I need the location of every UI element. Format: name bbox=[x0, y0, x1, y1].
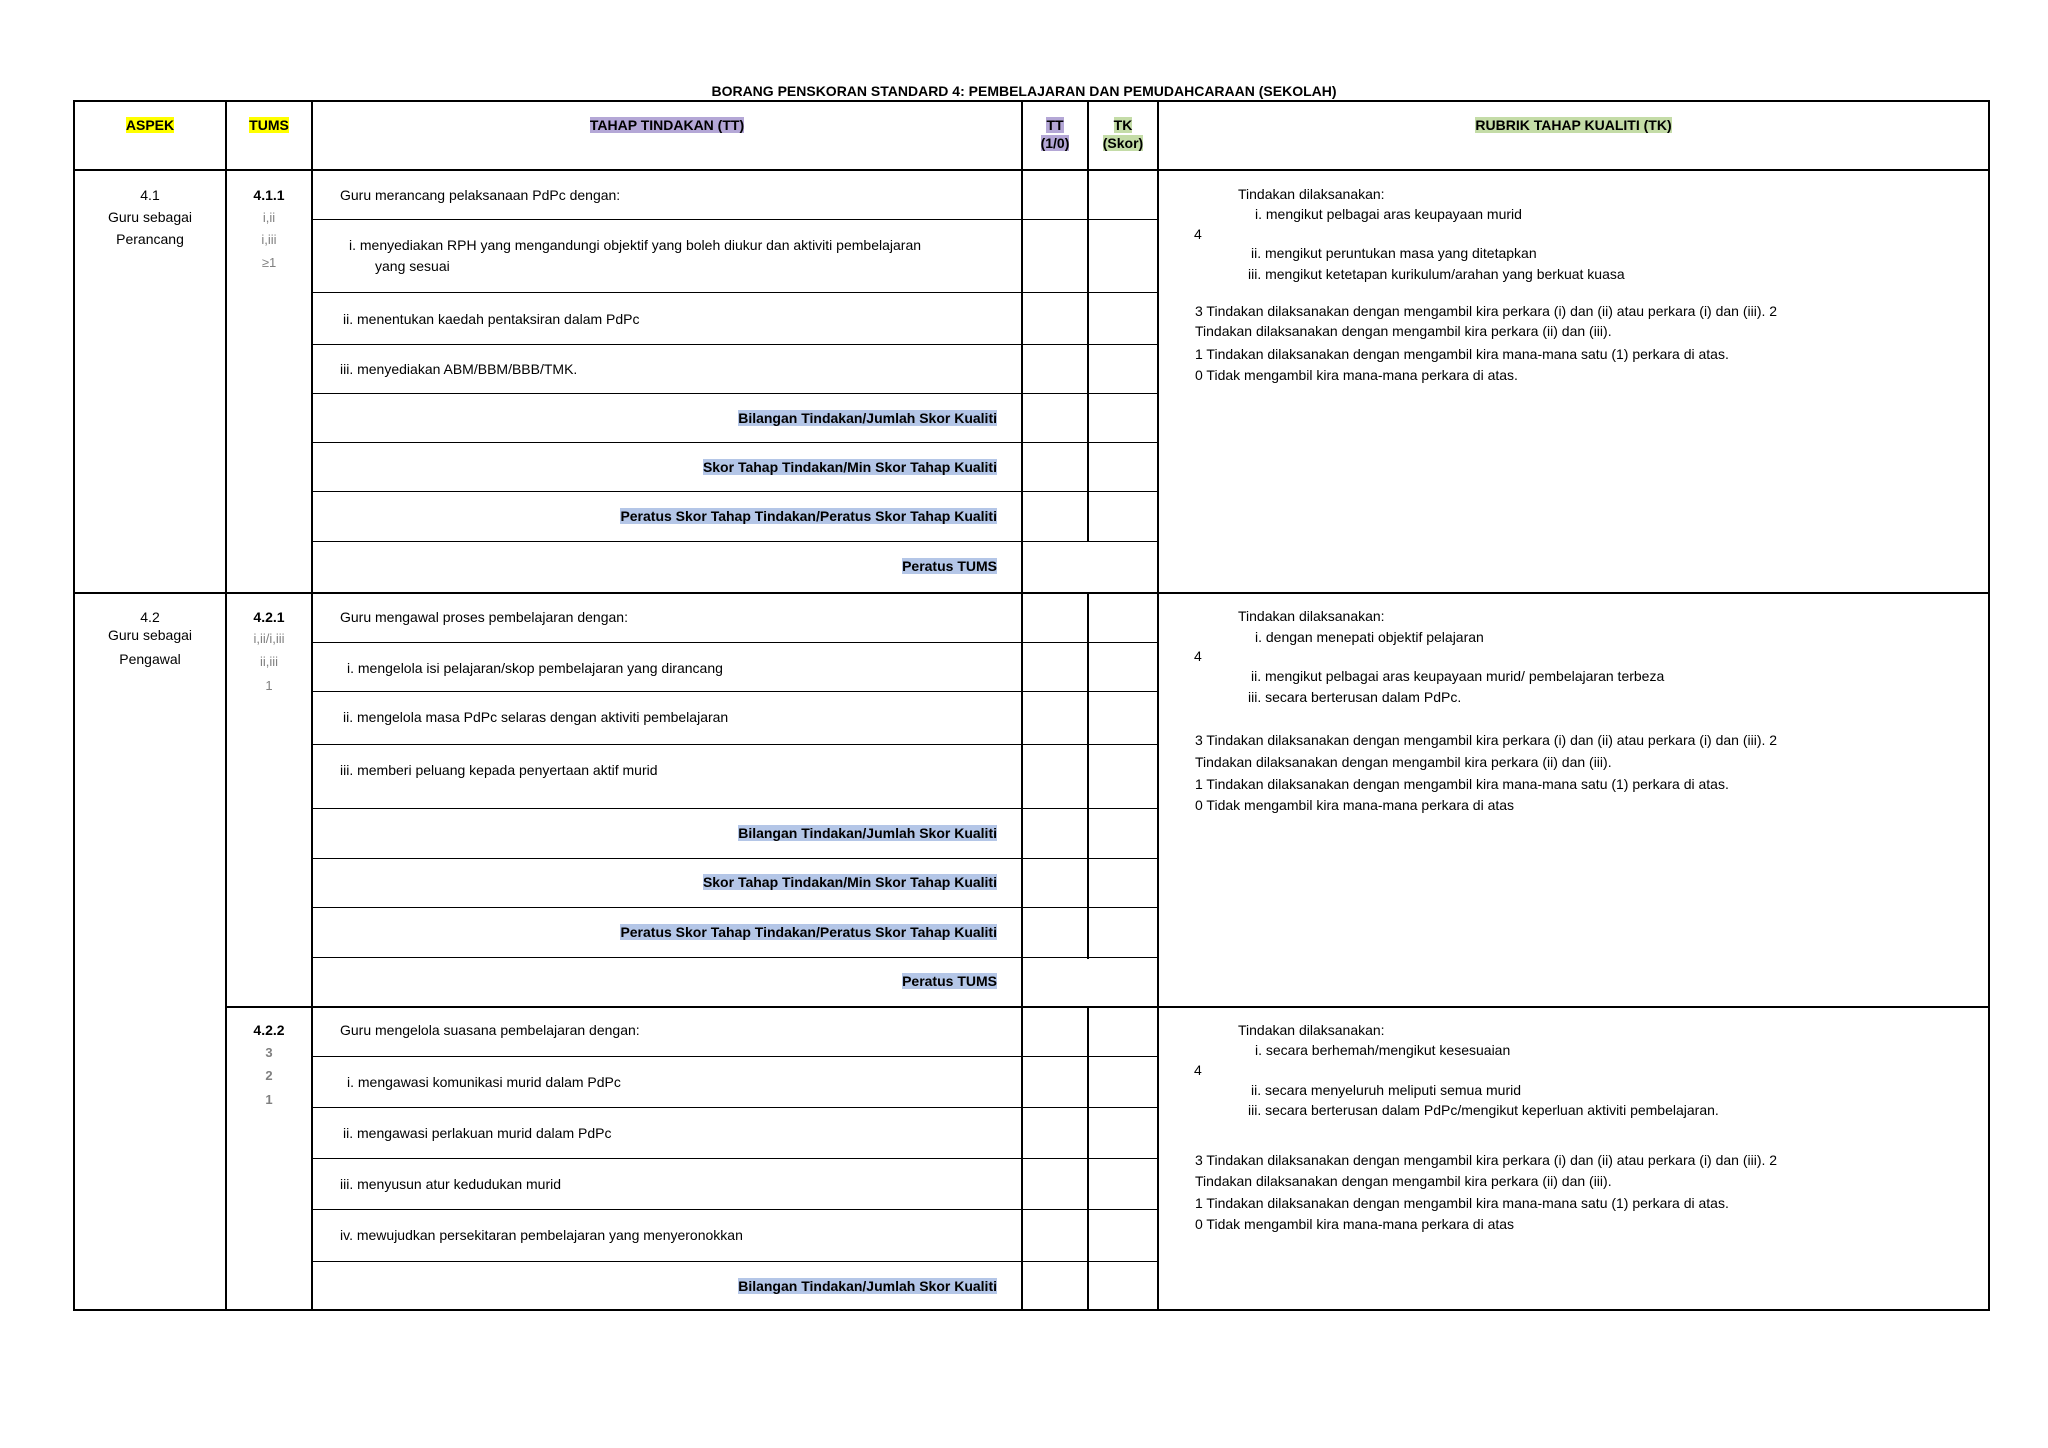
summary-peratus-tums: Peratus TUMS bbox=[902, 558, 997, 574]
tums-criteria: i,ii/i,iii bbox=[253, 631, 285, 646]
action-intro: Guru merancang pelaksanaan PdPc dengan: bbox=[340, 187, 621, 203]
action-intro: Guru mengawal proses pembelajaran dengan: bbox=[340, 609, 628, 625]
summary-peratus: Peratus Skor Tahap Tindakan/Peratus Skor Tahap Kualiti bbox=[620, 508, 997, 524]
header-tums: TUMS bbox=[249, 117, 289, 133]
action-item: iii. memberi peluang kepada penyertaan aktif murid bbox=[340, 762, 658, 778]
header-tahap-tindakan: TAHAP TINDAKAN (TT) bbox=[589, 117, 745, 133]
rubric-line: i. dengan menepati objektif pelajaran bbox=[1255, 629, 1484, 645]
tums-code: 4.2.2 bbox=[253, 1022, 285, 1038]
rubric-line: ii. mengikut pelbagai aras keupayaan murid/ pembelajaran terbeza bbox=[1251, 668, 1665, 684]
tums-criteria: ≥1 bbox=[261, 255, 277, 270]
header-tt-score: TT (1/0) bbox=[1040, 117, 1070, 151]
rubric-line: 0 Tidak mengambil kira mana-mana perkara di atas. bbox=[1195, 367, 1518, 383]
rubric-intro: Tindakan dilaksanakan: bbox=[1238, 608, 1385, 624]
rubric-line: iii. secara berterusan dalam PdPc/mengikut keperluan aktiviti pembelajaran. bbox=[1248, 1102, 1719, 1118]
header-rubrik: RUBRIK TAHAP KUALITI (TK) bbox=[1475, 117, 1672, 133]
rubric-line: i. secara berhemah/mengikut kesesuaian bbox=[1255, 1042, 1511, 1058]
rubric-line: Tindakan dilaksanakan dengan mengambil kira perkara (ii) dan (iii). bbox=[1195, 323, 1612, 339]
rubric-score-4: 4 bbox=[1194, 226, 1202, 242]
action-item: ii. mengelola masa PdPc selaras dengan aktiviti pembelajaran bbox=[343, 709, 729, 725]
summary-peratus-tums: Peratus TUMS bbox=[902, 973, 997, 989]
tums-criteria: 3 bbox=[265, 1045, 273, 1060]
header-aspek: ASPEK bbox=[125, 117, 175, 133]
aspek-code: 4.1 bbox=[140, 187, 160, 203]
page-title: BORANG PENSKORAN STANDARD 4: PEMBELAJARAN DAN PEMUDAHCARAAN (SEKOLAH) bbox=[711, 83, 1337, 99]
tums-criteria: 2 bbox=[265, 1068, 273, 1083]
rubric-line: i. mengikut pelbagai aras keupayaan murid bbox=[1255, 206, 1522, 222]
action-item: iii. menyediakan ABM/BBM/BBB/TMK. bbox=[340, 361, 578, 377]
rubric-line: 1 Tindakan dilaksanakan dengan mengambil kira mana-mana satu (1) perkara di atas. bbox=[1195, 346, 1729, 362]
action-item: i. mengawasi komunikasi murid dalam PdPc bbox=[347, 1074, 621, 1090]
rubric-line: 3 Tindakan dilaksanakan dengan mengambil kira perkara (i) dan (ii) atau perkara (i) dan (iii). 2 bbox=[1195, 732, 1778, 748]
rubric-score-4: 4 bbox=[1194, 1062, 1202, 1078]
aspek-label: Pengawal bbox=[119, 651, 181, 667]
summary-bilangan: Bilangan Tindakan/Jumlah Skor Kualiti bbox=[738, 825, 997, 841]
rubric-line: iii. mengikut ketetapan kurikulum/arahan yang berkuat kuasa bbox=[1248, 266, 1625, 282]
tums-criteria: ii,iii bbox=[259, 654, 279, 669]
rubric-line: 3 Tindakan dilaksanakan dengan mengambil kira perkara (i) dan (ii) atau perkara (i) dan (iii). 2 bbox=[1195, 303, 1778, 319]
rubric-line: ii. secara menyeluruh meliputi semua murid bbox=[1251, 1082, 1521, 1098]
summary-skor: Skor Tahap Tindakan/Min Skor Tahap Kualiti bbox=[702, 459, 997, 475]
tums-code: 4.1.1 bbox=[253, 187, 285, 203]
header-tk-score: TK (Skor) bbox=[1102, 117, 1144, 151]
tums-criteria: 1 bbox=[265, 678, 273, 693]
action-item: iv. mewujudkan persekitaran pembelajaran yang menyeronokkan bbox=[340, 1227, 743, 1243]
aspek-label: Guru sebagai bbox=[107, 209, 193, 225]
rubric-line: Tindakan dilaksanakan dengan mengambil kira perkara (ii) dan (iii). bbox=[1195, 1173, 1612, 1189]
rubric-line: 0 Tidak mengambil kira mana-mana perkara di atas bbox=[1195, 797, 1515, 813]
summary-peratus: Peratus Skor Tahap Tindakan/Peratus Skor Tahap Kualiti bbox=[620, 924, 997, 940]
rubric-line: 1 Tindakan dilaksanakan dengan mengambil kira mana-mana satu (1) perkara di atas. bbox=[1195, 776, 1729, 792]
action-item: i. menyediakan RPH yang mengandungi objektif yang boleh diukur dan aktiviti pembelajaran bbox=[349, 237, 922, 253]
rubric-line: 1 Tindakan dilaksanakan dengan mengambil kira mana-mana satu (1) perkara di atas. bbox=[1195, 1195, 1729, 1211]
action-item: i. mengelola isi pelajaran/skop pembelajaran yang dirancang bbox=[347, 660, 723, 676]
tums-code: 4.2.1 bbox=[253, 609, 285, 625]
rubric-line: Tindakan dilaksanakan dengan mengambil kira perkara (ii) dan (iii). bbox=[1195, 754, 1612, 770]
rubric-line: iii. secara berterusan dalam PdPc. bbox=[1248, 689, 1462, 705]
rubric-line: ii. mengikut peruntukan masa yang ditetapkan bbox=[1251, 245, 1537, 261]
action-item: iii. menyusun atur kedudukan murid bbox=[340, 1176, 562, 1192]
aspek-code: 4.2 bbox=[140, 609, 160, 625]
summary-bilangan: Bilangan Tindakan/Jumlah Skor Kualiti bbox=[738, 410, 997, 426]
summary-skor: Skor Tahap Tindakan/Min Skor Tahap Kualiti bbox=[702, 874, 997, 890]
action-intro: Guru mengelola suasana pembelajaran dengan: bbox=[340, 1022, 640, 1038]
aspek-label: Perancang bbox=[116, 231, 184, 247]
action-item: ii. menentukan kaedah pentaksiran dalam PdPc bbox=[343, 311, 640, 327]
tums-criteria: i,iii bbox=[261, 232, 277, 247]
rubric-intro: Tindakan dilaksanakan: bbox=[1238, 1022, 1385, 1038]
summary-bilangan: Bilangan Tindakan/Jumlah Skor Kualiti bbox=[738, 1278, 997, 1294]
action-item: ii. mengawasi perlakuan murid dalam PdPc bbox=[343, 1125, 612, 1141]
rubric-score-4: 4 bbox=[1194, 648, 1202, 664]
action-item: yang sesuai bbox=[375, 258, 450, 274]
rubric-intro: Tindakan dilaksanakan: bbox=[1238, 186, 1385, 202]
tums-criteria: 1 bbox=[265, 1092, 273, 1107]
rubric-line: 0 Tidak mengambil kira mana-mana perkara di atas bbox=[1195, 1216, 1515, 1232]
tums-criteria: i,ii bbox=[262, 210, 276, 225]
rubric-line: 3 Tindakan dilaksanakan dengan mengambil kira perkara (i) dan (ii) atau perkara (i) dan (iii). 2 bbox=[1195, 1152, 1778, 1168]
aspek-label: Guru sebagai bbox=[107, 627, 193, 643]
